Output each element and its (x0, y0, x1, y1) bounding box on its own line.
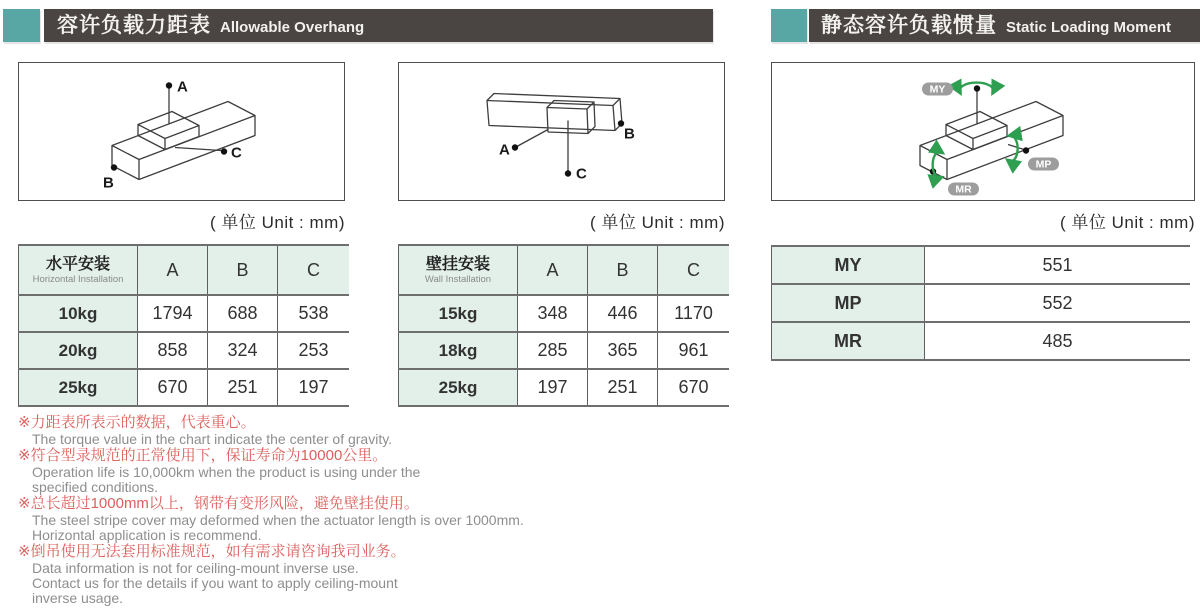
my-badge-label: MY (929, 83, 946, 96)
footnote-en: inverse usage. (32, 590, 124, 606)
load-cell: 20kg (19, 332, 138, 369)
value-cell: 538 (278, 295, 350, 332)
section-title-zh: 静态容许负载惯量 (821, 14, 997, 37)
section-title-en: Static Loading Moment (1006, 19, 1171, 36)
mr-badge-label: MR (955, 183, 972, 196)
value-cell: 858 (138, 332, 208, 369)
footnote-zh: ※倒吊使用无法套用标准规范，如有需求请咨询我司业务。 (18, 543, 406, 560)
value-cell: 348 (518, 295, 588, 332)
row-header-zh: 水平安装 (45, 256, 110, 273)
value-cell: 365 (588, 332, 658, 369)
value-cell: 1794 (138, 295, 208, 332)
table-header-row (19, 245, 350, 295)
row-header-cell (399, 245, 518, 295)
teal-accent-square-right (771, 9, 807, 42)
value-cell: 961 (658, 332, 730, 369)
value-cell: 1170 (658, 295, 730, 332)
section-header-static-loading-moment (809, 9, 1200, 42)
footnote-en: Contact us for the details if you want to apply ceiling-mount (32, 575, 398, 591)
value-cell: 197 (278, 369, 350, 406)
table-row (399, 369, 730, 406)
footnote-en: Horizontal application is recommend. (32, 527, 262, 543)
table-row (19, 369, 350, 406)
col-header-a: A (518, 245, 588, 295)
table-row (19, 295, 350, 332)
footnote-en: specified conditions. (32, 479, 159, 495)
value-cell: 552 (925, 284, 1191, 322)
load-cell: 18kg (399, 332, 518, 369)
actuator-isometric-drawing (19, 63, 344, 200)
point-a-dot (512, 144, 518, 150)
footnote-en: Data information is not for ceiling-mount inverse use. (32, 560, 359, 576)
point-c-dot (221, 148, 227, 154)
table-static-loading-moment (771, 245, 1190, 361)
value-cell: 670 (138, 369, 208, 406)
diagram-horizontal-installation (18, 62, 345, 201)
section-title-zh: 容许负载力距表 (57, 14, 211, 37)
col-header-b: B (588, 245, 658, 295)
value-cell: 197 (518, 369, 588, 406)
load-cell: 25kg (399, 369, 518, 406)
value-cell: 285 (518, 332, 588, 369)
value-cell: 251 (588, 369, 658, 406)
table-horizontal-installation (18, 244, 349, 407)
value-cell: 670 (658, 369, 730, 406)
point-a-dot (166, 82, 172, 88)
value-cell: 551 (925, 246, 1191, 284)
value-cell: 446 (588, 295, 658, 332)
row-header-cell (19, 245, 138, 295)
point-b-label: B (103, 174, 114, 192)
actuator-side-drawing (399, 63, 724, 200)
footnote-en: The torque value in the chart indicate the center of gravity. (32, 431, 393, 447)
point-c-dot (565, 170, 571, 176)
load-cell: 10kg (19, 295, 138, 332)
col-header-a: A (138, 245, 208, 295)
table-row (772, 246, 1191, 284)
moment-label-cell: MY (772, 246, 925, 284)
point-b-dot (111, 164, 117, 170)
value-cell: 253 (278, 332, 350, 369)
value-cell: 324 (208, 332, 278, 369)
my-axis-dot (974, 85, 980, 91)
point-a-label: A (499, 141, 510, 159)
actuator-moment-drawing (772, 63, 1194, 200)
point-c-label: C (231, 144, 242, 162)
footnote-zh: ※总长超过1000mm以上，钢带有变形风险，避免壁挂使用。 (18, 495, 419, 512)
teal-accent-square-left (3, 9, 40, 42)
table-row (772, 322, 1191, 360)
row-header-en: Horizontal Installation (32, 274, 124, 285)
load-cell: 15kg (399, 295, 518, 332)
footnotes (18, 414, 718, 606)
col-header-c: C (658, 245, 730, 295)
section-title-en: Allowable Overhang (220, 19, 365, 36)
table-row (19, 332, 350, 369)
unit-label-moment: ( 单位 Unit : mm) (1060, 213, 1195, 232)
mp-rotation-arrow (1008, 135, 1018, 161)
value-cell: 688 (208, 295, 278, 332)
footnote-en: The steel stripe cover may deformed when the actuator length is over 1000mm. (32, 512, 524, 528)
diagram-wall-installation (398, 62, 725, 201)
point-b-label: B (624, 125, 635, 143)
table-row (399, 295, 730, 332)
row-header-zh: 壁挂安装 (425, 256, 490, 273)
table-row (772, 284, 1191, 322)
footnote-en: Operation life is 10,000km when the product is using under the (32, 464, 421, 480)
col-header-b: B (208, 245, 278, 295)
table-row (399, 332, 730, 369)
footnote-zh: ※力距表所表示的数据，代表重心。 (18, 414, 256, 431)
value-cell: 485 (925, 322, 1191, 360)
footnote-zh: ※符合型录规范的正常使用下，保证寿命为10000公里。 (18, 447, 388, 464)
mp-axis-dot (1023, 147, 1029, 153)
section-header-allowable-overhang (44, 9, 713, 42)
col-header-c: C (278, 245, 350, 295)
moment-label-cell: MR (772, 322, 925, 360)
diagram-moment-axes (771, 62, 1195, 201)
table-wall-installation (398, 244, 729, 407)
point-a-label: A (177, 78, 188, 96)
moment-label-cell: MP (772, 284, 925, 322)
table-header-row (399, 245, 730, 295)
row-header-en: Wall Installation (424, 274, 492, 285)
load-cell: 25kg (19, 369, 138, 406)
mp-badge-label: MP (1035, 158, 1052, 171)
unit-label-wall: ( 单位 Unit : mm) (590, 213, 725, 232)
point-c-label: C (576, 165, 587, 183)
value-cell: 251 (208, 369, 278, 406)
unit-label-horizontal: ( 单位 Unit : mm) (210, 213, 345, 232)
